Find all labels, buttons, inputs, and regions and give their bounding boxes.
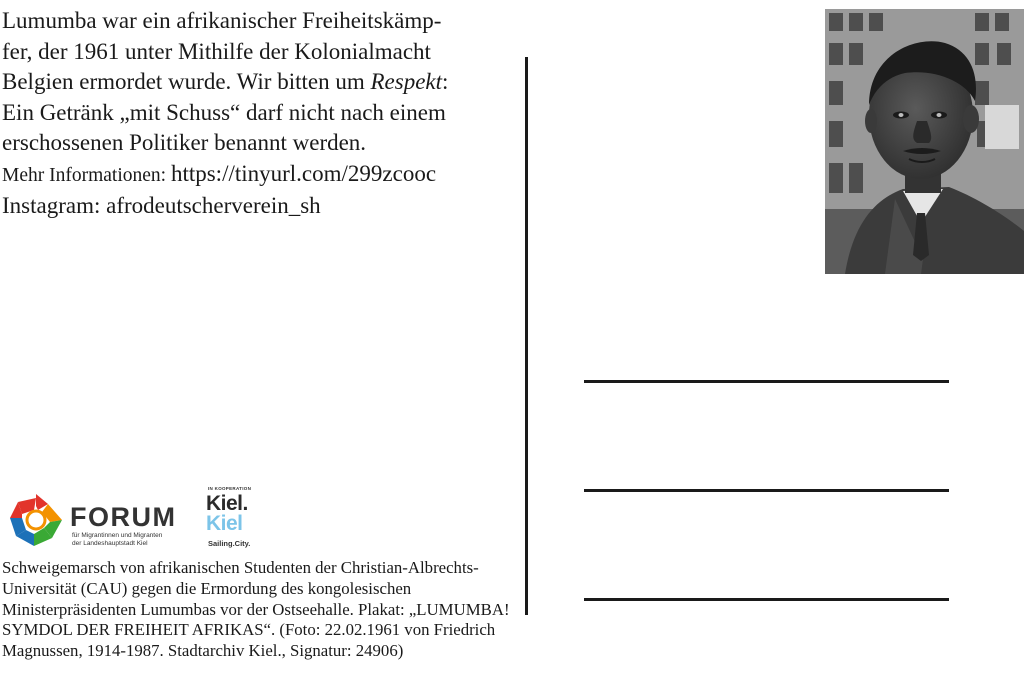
postcard-message xyxy=(2,6,512,222)
forum-subtitle: für Migrantinnen und Migranten der Landeshauptstadt Kiel xyxy=(72,532,163,547)
more-info-link[interactable]: https://tinyurl.com/299zcooc xyxy=(170,160,437,186)
kiel-logo xyxy=(206,486,266,554)
forum-emblem-icon xyxy=(8,492,64,548)
address-line-2 xyxy=(584,489,949,492)
emphasis-respekt: Respekt xyxy=(370,69,442,94)
more-info-line xyxy=(2,159,512,192)
address-line-3 xyxy=(584,598,949,601)
message-line: Belgien ermordet wurde. Wir bitten um Respekt: xyxy=(2,69,449,94)
message-line: Lumumba war ein afrikanischer Freiheitskämp- xyxy=(2,8,442,33)
instagram-line: Instagram: afrodeutscherverein_sh xyxy=(2,193,321,218)
postcard-divider xyxy=(525,57,528,615)
sponsor-logos xyxy=(8,486,268,556)
message-line: Ein Getränk „mit Schuss“ darf nicht nach einem xyxy=(2,99,446,125)
photo-caption: Schweigemarsch von afrikanischen Studenten der Christian-Albrechts-Universität (CAU) gegen die Ermordung des kongolesischen Ministerpräsidenten Lumumbas vor der Ostseehalle. Plakat: „LUMUMBA! SYMDOL DER FREIHEIT AFRIKAS“. (Foto: 22.02.1961 von Friedrich Magnussen, 1914-1987. Stadtarchiv Kiel., Signatur: 24906) xyxy=(2,558,510,661)
more-info-label: Mehr Informationen: xyxy=(2,164,171,186)
message-line: fer, der 1961 unter Mithilfe der Kolonialmacht xyxy=(2,38,431,64)
message-line: erschossenen Politiker benannt werden. xyxy=(2,130,367,155)
lumumba-portrait-photo xyxy=(825,9,1024,274)
kiel-wordmark-reflection: Kiel xyxy=(206,512,243,535)
kiel-tagline: Sailing.City. xyxy=(208,539,251,548)
kiel-wordmark: Kiel. xyxy=(206,492,248,515)
forum-wordmark: FORUM xyxy=(70,502,177,532)
forum-logo xyxy=(8,492,198,548)
kiel-cooperation-label: IN KOOPERATION xyxy=(208,486,252,491)
address-line-1 xyxy=(584,380,949,383)
